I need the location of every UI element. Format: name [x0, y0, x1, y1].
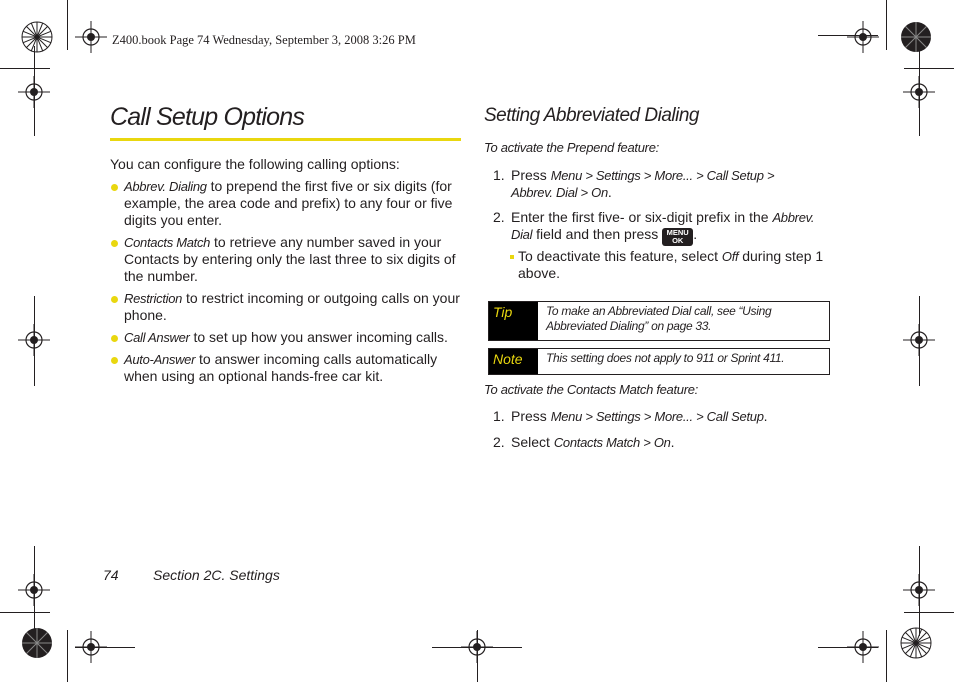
note-text: To deactivate this feature, select — [518, 248, 722, 264]
crop-line — [886, 0, 887, 50]
contacts-intro: To activate the Contacts Match feature: — [484, 382, 698, 397]
crop-line — [0, 612, 50, 613]
contacts-step-2 — [511, 434, 831, 451]
intro-text: You can configure the following calling options: — [110, 156, 400, 172]
step-number: 1. — [493, 167, 505, 183]
list-item — [110, 329, 462, 346]
list-item — [110, 178, 462, 229]
prepend-step-1 — [511, 167, 831, 201]
crop-line — [919, 546, 920, 636]
step-number: 2. — [493, 209, 505, 225]
deactivate-note — [510, 248, 840, 282]
section-heading: Setting Abbreviated Dialing — [484, 105, 699, 126]
bullet-dot-icon — [111, 240, 118, 247]
option-term: Abbrev. Dialing — [124, 179, 207, 194]
crop-line — [75, 647, 135, 648]
step-text: Select — [511, 434, 554, 450]
list-item — [110, 351, 462, 385]
crop-line — [919, 296, 920, 386]
bullet-dot-icon — [111, 335, 118, 342]
step-text: . — [607, 184, 612, 200]
step-text: field and then press — [532, 226, 663, 242]
option-text: to retrieve any number saved in your Contacts by entering only the last three to six digits of the number. — [124, 234, 456, 284]
tip-box — [488, 301, 830, 341]
note-text: This setting does not apply to 911 or Sprint 411. — [546, 351, 785, 365]
title-underline — [110, 138, 461, 141]
option-term: Contacts Match — [124, 235, 211, 250]
menu-ok-key-icon — [662, 228, 693, 246]
step-text: . — [693, 226, 698, 242]
menu-path: Contacts Match > On — [553, 435, 671, 450]
crosshair-mark-top-right — [847, 21, 879, 53]
starburst-mark-bottom-right — [900, 627, 932, 659]
option-text: to prepend the first five or six digits (for example, the area code and prefix) to any four or five digits you enter. — [124, 178, 453, 228]
option-value: Off — [721, 249, 739, 264]
bullet-square-icon — [510, 255, 514, 259]
prepend-intro: To activate the Prepend feature: — [484, 140, 659, 155]
step-text: Enter the first five- or six-digit prefix in the — [511, 209, 773, 225]
field-name: Dial — [511, 227, 533, 242]
step-text: Press — [511, 167, 551, 183]
bullet-dot-icon — [111, 184, 118, 191]
options-list — [110, 178, 462, 385]
crop-line — [818, 35, 878, 36]
field-name: Abbrev. — [772, 210, 815, 225]
crop-line — [34, 46, 35, 136]
note-label: Note — [489, 349, 538, 374]
tip-label: Tip — [489, 302, 538, 340]
step-number: 1. — [493, 408, 505, 424]
crosshair-mark-top-left — [75, 21, 107, 53]
step-number: 2. — [493, 434, 505, 450]
option-text: to restrict incoming or outgoing calls on your phone. — [124, 290, 460, 323]
crop-line — [67, 630, 68, 682]
bullet-dot-icon — [111, 357, 118, 364]
option-term: Restriction — [124, 291, 183, 306]
option-term: Auto-Answer — [124, 352, 196, 367]
crop-line — [67, 0, 68, 50]
option-term: Call Answer — [124, 330, 190, 345]
starburst-mark-top-left — [21, 21, 53, 53]
starburst-mark-bottom-left — [21, 627, 53, 659]
menu-path: Abbrev. Dial > On — [511, 185, 608, 200]
crop-line — [818, 647, 878, 648]
step-text: Press — [511, 408, 551, 424]
crop-line — [0, 68, 50, 69]
note-box — [488, 348, 830, 375]
starburst-mark-top-right — [900, 21, 932, 53]
print-header: Z400.book Page 74 Wednesday, September 3, 2008 3:26 PM — [112, 33, 416, 47]
crop-line — [477, 630, 478, 682]
list-item — [110, 234, 462, 285]
key-label: MENU — [666, 228, 689, 237]
note-text: during step 1 above. — [518, 248, 824, 281]
page-title: Call Setup Options — [110, 103, 305, 131]
step-text: . — [763, 408, 768, 424]
crop-line — [34, 546, 35, 636]
menu-path: Menu > Settings > More... > Call Setup — [550, 409, 764, 424]
crop-line — [886, 630, 887, 682]
crop-line — [919, 46, 920, 136]
menu-path: Menu > Settings > More... > Call Setup > — [550, 168, 775, 183]
bullet-dot-icon — [111, 296, 118, 303]
tip-text: To make an Abbreviated Dial call, see “Using Abbreviated Dialing” on page 33. — [546, 304, 772, 333]
crop-line — [34, 296, 35, 386]
list-item — [110, 290, 462, 324]
crop-line — [904, 612, 954, 613]
option-text: to answer incoming calls automatically when using an optional hands-free car kit. — [124, 351, 438, 384]
section-label: Section 2C. Settings — [153, 567, 280, 583]
option-text: to set up how you answer incoming calls. — [189, 329, 448, 345]
page-number: 74 — [103, 567, 119, 583]
key-label: OK — [672, 236, 684, 245]
step-text: . — [670, 434, 675, 450]
prepend-step-2 — [511, 209, 831, 246]
crop-line — [904, 68, 954, 69]
contacts-step-1 — [511, 408, 831, 425]
